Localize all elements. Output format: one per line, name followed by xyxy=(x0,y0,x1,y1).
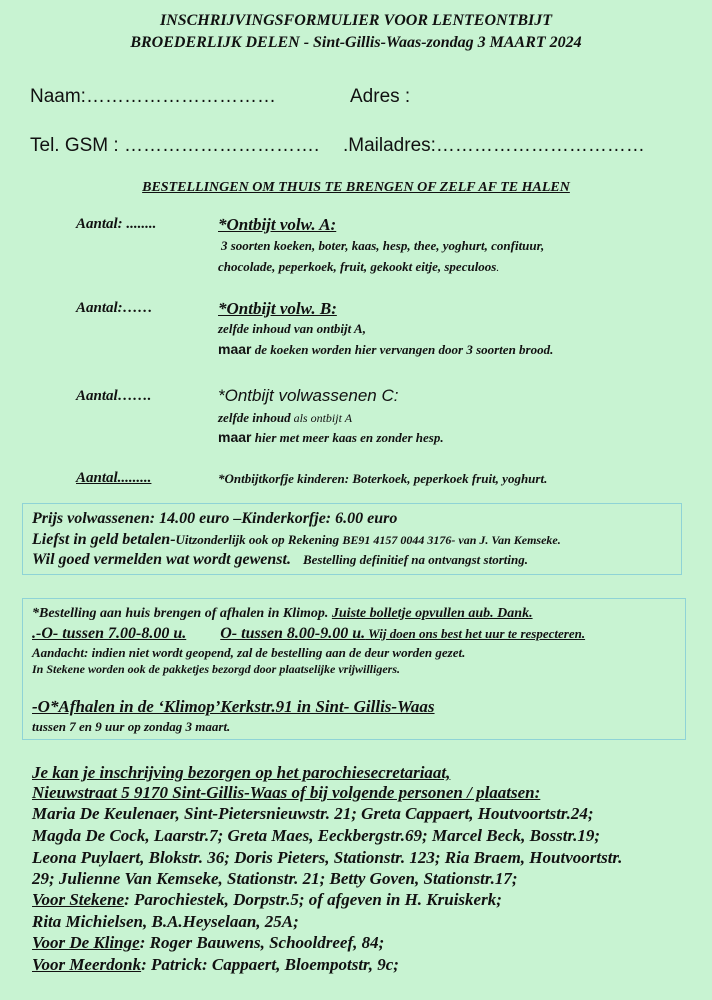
option-a-title: *Ontbijt volw. A: xyxy=(218,215,337,234)
meerdonk-text: : Patrick: Cappaert, Bloempotstr, 9c; xyxy=(141,955,399,974)
stekene-contact: Rita Michielsen, B.A.Heyselaan, 25A; xyxy=(32,912,299,931)
delivery-intro: *Bestelling aan huis brengen of afhalen in Klimop. xyxy=(32,606,332,621)
aantal-kids-field[interactable]: Aantal......... xyxy=(76,470,152,486)
timeslot-8-9-option[interactable]: O- tussen 8.00-9.00 u. xyxy=(220,625,366,642)
option-c-line1: zelfde inhoud xyxy=(218,410,291,425)
price-definitive: Bestelling definitief na ontvangst storting. xyxy=(302,552,528,567)
aantal-b-field[interactable]: Aantal:…… xyxy=(76,300,153,316)
pickup-time: tussen 7 en 9 uur op zondag 3 maart. xyxy=(32,719,231,734)
registration-line2: Nieuwstraat 5 9170 Sint-Gillis-Waas of bij volgende personen / plaatsen: xyxy=(32,783,541,802)
option-c-line2: hier met meer kaas en zonder hesp. xyxy=(251,430,444,445)
price-note: Wil goed vermelden wat wordt gewenst. xyxy=(32,551,291,568)
timeslot-7-8-option[interactable]: .-O- tussen 7.00-8.00 u. xyxy=(32,625,187,642)
option-a-line2-dot: . xyxy=(496,262,500,274)
form-title-line2: BROEDERLIJK DELEN - Sint-Gillis-Waas-zondag 3 MAART 2024 xyxy=(130,34,582,51)
registration-people3: Leona Puylaert, Blokstr. 36; Doris Pieters, Stationstr. 123; Ria Braem, Houtvoortstr. xyxy=(32,848,623,867)
tel-gsm-field[interactable]: Tel. GSM : …………………………. xyxy=(30,135,320,156)
klinge-label: Voor De Klinge xyxy=(32,933,140,952)
stekene-label: Voor Stekene xyxy=(32,890,125,909)
mailadres-field[interactable]: .Mailadres:…………………………… xyxy=(343,135,645,156)
orders-heading: BESTELLINGEN OM THUIS TE BRENGEN OF ZELF AF TE HALEN xyxy=(142,180,570,195)
pickup-option[interactable]: -O*Afhalen in de ‘Klimop’Kerkstr.91 in Sint- Gillis-Waas xyxy=(32,697,435,716)
price-line1: Prijs volwassenen: 14.00 euro –Kinderkorfje: 6.00 euro xyxy=(32,510,398,527)
delivery-stekene: In Stekene worden ook de pakketjes bezorgd door plaatselijke vrijwilligers. xyxy=(32,662,400,676)
adres-field[interactable]: Adres : xyxy=(350,86,411,107)
aantal-a-field[interactable]: Aantal: ........ xyxy=(76,216,157,232)
delivery-attention: Aandacht: indien niet wordt geopend, zal de bestelling aan de deur worden gezet. xyxy=(32,645,466,660)
price-cash: Liefst in geld betalen- xyxy=(32,531,176,548)
registration-people4: 29; Julienne Van Kemseke, Stationstr. 21; Betty Goven, Stationstr.17; xyxy=(32,869,518,888)
meerdonk-label: Voor Meerdonk xyxy=(32,955,142,974)
option-c-maar: maar xyxy=(218,429,252,445)
price-iban: BE91 4157 0044 3176 xyxy=(342,533,452,547)
option-c-line1-rest: als ontbijt A xyxy=(290,411,353,425)
naam-field[interactable]: Naam:………………………… xyxy=(30,86,276,107)
option-a-line2: chocolade, peperkoek, fruit, gekookt eitje, speculoos xyxy=(218,259,497,274)
delivery-instruction: Juiste bolletje opvullen aub. Dank. xyxy=(331,606,533,621)
delivery-respect-note: Wij doen ons best het uur te respecteren. xyxy=(365,626,586,641)
kids-basket-text: *Ontbijtkorfje kinderen: Boterkoek, peperkoek fruit, yoghurt. xyxy=(218,471,548,486)
price-bank-intro: Uitzonderlijk ook op Rekening xyxy=(175,532,343,547)
stekene-text: : Parochiestek, Dorpstr.5; of afgeven in H. Kruiskerk; xyxy=(124,890,502,909)
aantal-c-field[interactable]: Aantal……. xyxy=(76,388,152,404)
option-b-line1: zelfde inhoud van ontbijt A, xyxy=(218,321,366,336)
option-b-line2: de koeken worden hier vervangen door 3 soorten brood. xyxy=(251,342,554,357)
price-account-holder: - van J. Van Kemseke. xyxy=(451,533,561,547)
option-b-maar: maar xyxy=(218,341,252,357)
registration-line1: Je kan je inschrijving bezorgen op het parochiesecretariaat, xyxy=(32,763,451,782)
form-title-line1: INSCHRIJVINGSFORMULIER VOOR LENTEONTBIJT xyxy=(159,12,553,29)
option-c-title: *Ontbijt volwassenen C: xyxy=(218,386,399,405)
registration-people2: Magda De Cock, Laarstr.7; Greta Maes, Eeckbergstr.69; Marcel Beck, Bosstr.19; xyxy=(32,826,601,845)
klinge-text: : Roger Bauwens, Schooldreef, 84; xyxy=(139,933,385,952)
option-a-line1: 3 soorten koeken, boter, kaas, hesp, thee, yoghurt, confituur, xyxy=(221,238,545,253)
registration-people1: Maria De Keulenaer, Sint-Pietersnieuwstr. 21; Greta Cappaert, Houtvoortstr.24; xyxy=(32,804,594,823)
option-b-title: *Ontbijt volw. B: xyxy=(218,299,337,318)
